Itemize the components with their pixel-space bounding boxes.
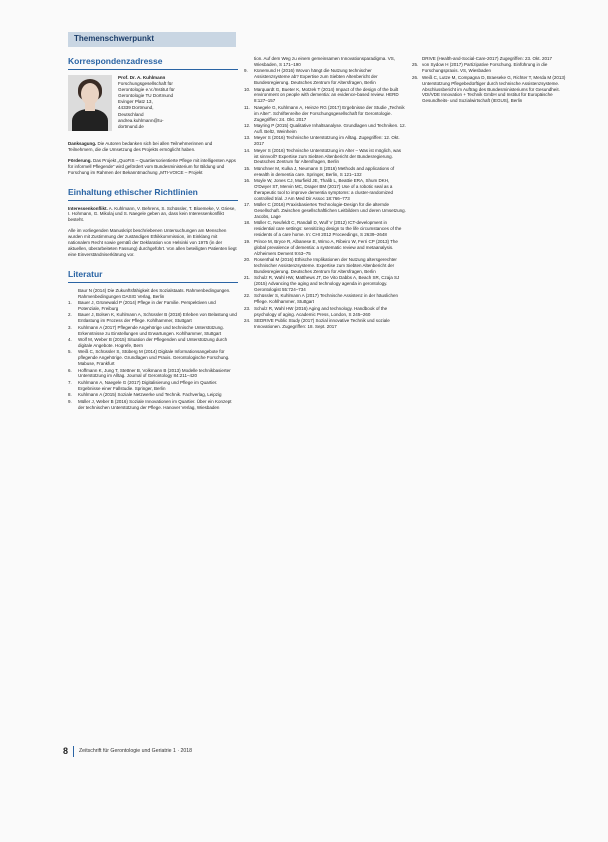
reference-text: Kuhlmann A (2015) Soziale Netzwerke und Technik. Fachverlag, Leipzig	[78, 392, 222, 398]
reference-text: Rosenthal M (2016) Ethische Implikationen der Nutzung altersgerechter technischer Assistenzsysteme. Expertise zum Siebten Altenbericht der Bundesregierung. Deutsches Zentrum für Altersfragen, Berlin	[254, 256, 397, 274]
reference-number: 8.	[68, 392, 72, 398]
reference-number: 9.	[244, 68, 248, 74]
reference-number: 13.	[244, 135, 251, 141]
section-tab-label: Themenschwerpunkt	[74, 34, 155, 43]
reference-number: 12.	[244, 122, 251, 128]
reference-text: Moyle W, Jones CJ, Murfield JE, Thalib L, Beattie ERA, Shum DKH, O'Dwyer ST, Mervin MC, Draper BM (2017) Use of a robotic seal as a therapeutic tool to improve dementia symptoms: a cluster-randomized controlled trial. J Am Med Dir Assoc 18:766–773	[254, 178, 394, 201]
reference-item	[412, 75, 576, 105]
ethics-statement: Alle im vorliegenden Manuskript beschriebenen Untersuchungen am Menschen wurden mit Zustimmung der zuständigen Ethikkommission, im Einklang mit nationalem Recht sowie gemäß der Deklaration von Helsinki von 1975 (in der aktuellen, überarbeiteten Fassung) durchgeführt. Von allen beteiligten Patienten liegt eine Einverständniserklärung vor.	[68, 228, 237, 257]
email-link[interactable]: andrea.kuhlmann@tu-	[118, 117, 164, 123]
reference-text: Bauer J, Grünewald P (2014) Pflege in der Familie. Perspektiven und Potenziale, Freiburg	[78, 300, 216, 311]
address-line: Gerontologie e.V./Institut für	[118, 87, 175, 93]
reference-number: 19.	[244, 238, 251, 244]
reference-item	[68, 368, 238, 380]
reference-text: Mayring P (2015) Qualitative Inhaltsanalyse. Grundlagen und Techniken. 12. Aufl. Beltz, Weinheim	[254, 122, 406, 134]
funding-label: Förderung.	[68, 157, 92, 163]
reference-number: 18.	[244, 220, 251, 226]
reference-number: 21.	[244, 275, 251, 281]
page-footer	[63, 745, 192, 757]
reference-text: Prince M, Bryce R, Albanese E, Wimo A, Ribeiro W, Ferri CP (2013) The global prevalence of dementia: a systematic review and metaanalysis. Alzheimers Dement 9:63–75	[254, 238, 398, 256]
reference-text: Wolf M, Weber B (2015) Situation der Pflegenden und Unterstützung durch digitale Angebote. Hogrefe, Bern	[78, 337, 228, 348]
reference-number: 22.	[244, 293, 251, 299]
reference-item	[244, 220, 406, 238]
reference-item	[244, 148, 406, 166]
reference-item	[68, 349, 238, 367]
left-column	[68, 56, 238, 411]
reference-list	[68, 288, 238, 411]
reference-text: tion. Auf dem Weg zu einem gemeinsamen Innovationsparadigma. VS, Wiesbaden, S 171–190	[254, 56, 395, 67]
footer-divider	[73, 746, 74, 757]
reference-number: 26.	[412, 74, 419, 80]
reference-item	[244, 318, 406, 330]
reference-number: 17.	[244, 202, 251, 208]
reference-number: 4.	[68, 337, 72, 343]
reference-item	[68, 399, 238, 411]
reference-text: von Sydow H (2017) Partizipative Forschung. Einführung in die Forschungspraxis. VS, Wiesbaden	[422, 62, 548, 74]
heading-rule	[68, 200, 238, 201]
reference-number: 23.	[244, 305, 251, 311]
middle-column	[244, 56, 406, 330]
reference-text: Hoffmann K, Jung T, Stettner B, Volkmann B (2013) Modelle technikbasierter Unterstützung im Alltag. Journal of Gerontology 84:211–420	[78, 367, 231, 379]
reference-item	[412, 62, 576, 74]
reference-text: Meyer S (2016) Technische Unterstützung im Alltag. Zugegriffen: 12. Okt. 2017	[254, 135, 400, 147]
reference-number: 5.	[68, 349, 72, 355]
reference-item	[244, 257, 406, 275]
reference-item	[244, 239, 406, 257]
reference-item	[244, 178, 406, 202]
reference-item	[68, 300, 238, 312]
conflict-paragraph	[68, 206, 238, 224]
reference-text: Kuhlmann A (2017) Pflegende Angehörige und technische Unterstützung. Erkenntnisse zu Einstellungen und Erwartungen. Kohlhammer, Stuttgart	[78, 324, 224, 336]
author-photo	[68, 75, 112, 131]
reference-text: Bauer J, Bolsen K, Kuhlmann A, Schüssler B (2018) Erleben von Belastung und Entlastung im Prozess der Pflege. Kohlhammer, Stuttgart	[78, 312, 237, 324]
journal-name: Zeitschrift für Gerontologie und Geriatrie 1 · 2018	[79, 748, 193, 754]
reference-text: Schulz R, Wahl HW (2016) Aging and technology. Handbook of the psychology of aging. Academic Press, London, S 245–260	[254, 305, 388, 317]
reference-number: 14.	[244, 147, 251, 153]
thanks-text: Die Autoren bedanken sich bei allen Teilnehmerinnen und Teilnehmern, die die Umsetzung des Projekts ermöglicht haben.	[68, 141, 213, 152]
reference-number: 1.	[68, 300, 72, 306]
reference-text: Schulz R, Wahl HW, Matthews JT, De Vito Dabbs A, Beach SR, Czaja SJ (2015) Advancing the aging and technology agenda in gerontology. Gerontologist 55:724–734	[254, 275, 400, 292]
funding-paragraph	[68, 158, 238, 176]
address-line: Gerontologie TU Dortmund	[118, 93, 174, 99]
reference-list	[412, 56, 576, 104]
reference-item	[244, 123, 406, 135]
address-line: Deutschland	[118, 111, 144, 117]
reference-text: Müller C (2016) Praxisbasiertes Technologie-Design für die alternde Gesellschaft. Zwischen gesellschaftlichen Leitbildern und deren Umsetzung. Jacobs, Lage	[254, 202, 406, 220]
reference-number: 11.	[244, 104, 250, 110]
funding-text: Das Projekt „QuoFIS – Quartiersorientierte Pflege mit intelligenten Apps für informell Pflegende“ wird gefördert vom Bundesministerium für Bildung und Forschung im Rahmen der Bekanntmachung „MTI-VOICE – Projekt	[68, 157, 236, 175]
heading-rule	[68, 69, 238, 70]
thanks-label: Danksagung.	[68, 141, 97, 146]
address-line: Forschungsgesellschaft für	[118, 81, 173, 87]
reference-item	[68, 337, 238, 349]
conflict-label: Interessenkonflikt.	[68, 205, 108, 211]
reference-number: 20.	[244, 256, 251, 262]
reference-text: Naegele G, Kuhlmann A, Heinze RG (2017) Ergebnisse der Studie „Technik im Alter“. Schriftenreihe der Forschungsgesellschaft für Gerontologie. Zugegriffen: 24. Okt. 2017	[254, 104, 405, 122]
reference-text: Kuhlmann A, Naegele G (2017) Digitalisierung und Pflege im Quartier. Ergebnisse einer Fallstudie. Springer, Berlin	[78, 379, 218, 391]
reference-text: Weiß C, Schüssler S, Stüberg M (2014) Digitale Informationsangebote für pflegende Angehörige. Grundlagen und Praxis. Gerontologische Forschung. Mabuse, Frankfurt	[78, 349, 230, 367]
correspondence-block	[68, 75, 238, 131]
reference-text: Schüssler S, Kuhlmann A (2017) Technische Assistenz in der häuslichen Pflege. Kohlhammer, Stuttgart	[254, 293, 398, 305]
reference-number: 16.	[244, 178, 251, 184]
page-number: 8	[63, 746, 69, 756]
reference-item	[244, 105, 406, 123]
thanks-paragraph	[68, 141, 238, 153]
reference-item	[244, 135, 406, 147]
literature-heading: Literatur	[68, 268, 103, 279]
author-name: Prof. Dr. A. Kuhlmann	[118, 75, 166, 80]
reference-item	[244, 68, 406, 86]
reference-item	[244, 202, 406, 220]
reference-text: DRIVE (Health-and-Social-Care-2017) Zugegriffen: 23. Okt. 2017	[422, 56, 552, 61]
reference-text: Müller C, Neufeldt C, Randall D, Wulf V (2012) ICT-development in residential care settings: sensitizing design to the life circumstances of the residents of a care home. In: CHI 2012 Proceedings, S 2639–2648	[254, 220, 402, 238]
reference-item	[412, 56, 576, 62]
reference-item	[68, 392, 238, 398]
reference-item	[68, 380, 238, 392]
reference-number: 2.	[68, 312, 72, 318]
reference-text: Baur N (2014) Die Zukunftsfähigkeit des Sozialstaats. Rahmenbedingungen. Rahmenbedingungen DASIG Verlag, Berlin	[78, 287, 231, 299]
reference-item	[244, 293, 406, 305]
section-tab	[68, 32, 236, 47]
reference-item	[244, 87, 406, 105]
reference-number: 10.	[244, 86, 251, 92]
reference-number: 3.	[68, 324, 72, 330]
reference-item	[68, 325, 238, 337]
reference-text: Weiß C, Lutze M, Compagna D, Braeseke G, Richter T, Merda M (2013) Unterstützung Pflegebedürftiger durch technische Assistenzsysteme. Abschlussbericht im Auftrag des Bundesministeriums für Gesundheit. VDI/VDE Innovation + Technik GmbH und Institut für Europäische Gesundheits- und Sozialwirtschaft (IEGUS), Berlin	[422, 74, 566, 104]
reference-item	[68, 288, 238, 300]
reference-number: 25.	[412, 62, 419, 68]
reference-number: 9.	[68, 398, 72, 404]
reference-item	[68, 312, 238, 324]
reference-text: Marquardt G, Bueter K, Motzek T (2014) Impact of the design of the built environment on people with dementia: an evidence-based review. HERD 8:127–157	[254, 86, 399, 104]
heading-rule	[68, 282, 238, 283]
reference-number: 15.	[244, 165, 251, 171]
conflict-text: A. Kuhlmann, V. Behrens, S. Schüssler, T. Bloemeke, V. Griese, I. Hohmann, G. Mikolaj und S. Naegele geben an, dass kein Interessenkonflikt besteht.	[68, 205, 236, 223]
reference-list	[244, 56, 406, 330]
address-block	[118, 75, 175, 131]
reference-item	[244, 56, 406, 68]
right-column	[412, 56, 576, 105]
correspondence-heading: Korrespondenzadresse	[68, 56, 163, 66]
reference-text: Münchner M, Kulka J, Neumann S (2016) Methods and applications of eHealth in dementia care. Springer, Berlin, S 121–132	[254, 165, 395, 177]
reference-number: 24.	[244, 317, 251, 323]
reference-text: Künemund H (2016) Wovon hängt die Nutzung technischer Assistenzsysteme ab? Expertise zum Siebten Altenbericht der Bundesregierung. Deutsches Zentrum für Altersfragen, Berlin	[254, 68, 378, 86]
reference-item	[244, 306, 406, 318]
reference-item	[244, 166, 406, 178]
reference-number: 7.	[68, 379, 72, 385]
ethics-heading: Einhaltung ethischer Richtlinien	[68, 186, 198, 197]
reference-number: 6.	[68, 367, 72, 373]
reference-item	[244, 275, 406, 293]
email-link[interactable]: dortmund.de	[118, 123, 144, 129]
address-line: Evinger Platz 13,	[118, 99, 153, 105]
reference-text: Müller J, Weber B (2016) Soziale Innovationen im Quartier. Über ein Konzept der technischen Unterstützung der Pflege. Hanover Verlag, Wiesbaden	[78, 398, 232, 410]
reference-text: SEDRIVE Public Study (2017) Sozial innovative Technik und soziale Innovationen. Zugegriffen: 18. Sept. 2017	[254, 317, 390, 329]
reference-text: Meyer S (2016) Technische Unterstützung im Alter – Was ist möglich, was ist sinnvoll? Expertise zum Siebten Altenbericht der Bundesregierung. Deutsches Zentrum für Altersfragen, Berlin	[254, 147, 402, 165]
address-line: 44339 Dortmund,	[118, 105, 154, 111]
